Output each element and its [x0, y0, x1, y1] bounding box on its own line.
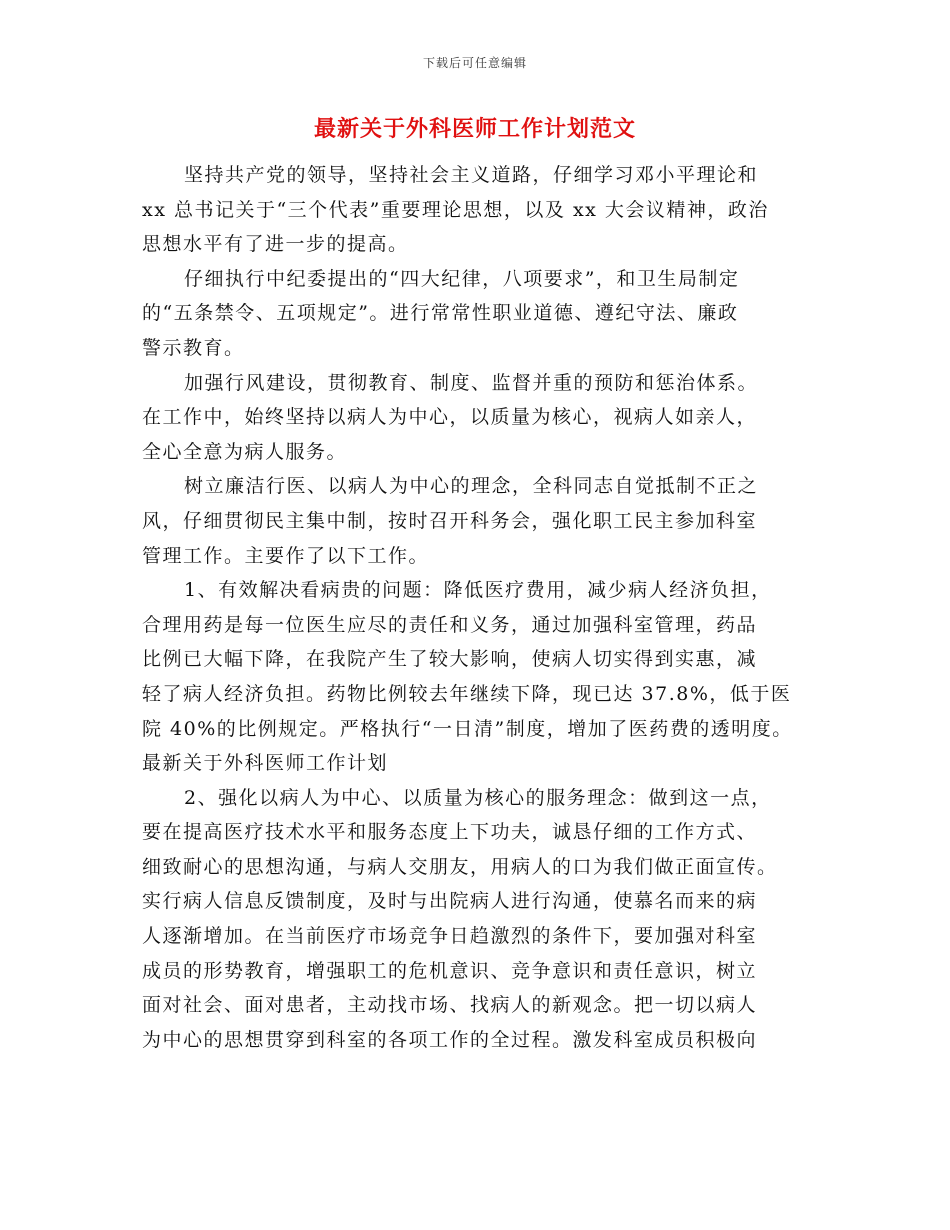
body-line: 2、强化以病人为中心、以质量为核心的服务理念：做到这一点， — [184, 786, 772, 809]
body-line: xx 总书记关于“三个代表”重要理论思想，以及 xx 大会议精神，政治 — [142, 198, 769, 221]
body-line: 为中心的思想贯穿到科室的各项工作的全过程。激发科室成员积极向 — [142, 1028, 758, 1051]
body-line: 树立廉洁行医、以病人为中心的理念，全科同志自觉抵制不正之 — [184, 475, 759, 498]
body-line: 仔细执行中纪委提出的“四大纪律，八项要求”，和卫生局制定 — [184, 267, 740, 290]
body-line: 警示教育。 — [142, 336, 245, 359]
body-line: 人逐渐增加。在当前医疗市场竞争日趋激烈的条件下，要加强对科室 — [142, 925, 758, 948]
body-line: 合理用药是每一位医生应尽的责任和义务，通过加强科室管理，药品 — [142, 613, 758, 636]
body-line: 轻了病人经济负担。药物比例较去年继续下降，现已达 37.8%，低于医 — [142, 682, 792, 705]
body-line: 思想水平有了进一步的提高。 — [142, 233, 409, 256]
document-title: 最新关于外科医师工作计划范文 — [313, 116, 636, 142]
body-line: 管理工作。主要作了以下工作。 — [142, 544, 430, 567]
body-line: 面对社会、面对患者，主动找市场、找病人的新观念。把一切以病人 — [142, 994, 758, 1017]
body-line: 院 40%的比例规定。严格执行“一日清”制度，增加了医药费的透明度。 — [142, 717, 793, 740]
body-line: 加强行风建设，贯彻教育、制度、监督并重的预防和惩治体系。 — [184, 371, 759, 394]
body-line: 最新关于外科医师工作计划 — [142, 752, 389, 775]
body-line: 全心全意为病人服务。 — [142, 440, 348, 463]
body-line: 要在提高医疗技术水平和服务态度上下功夫，诚恳仔细的工作方式、 — [142, 821, 758, 844]
body-line: 风，仔细贯彻民主集中制，按时召开科务会，强化职工民主参加科室 — [142, 509, 758, 532]
body-line: 实行病人信息反馈制度，及时与出院病人进行沟通，使慕名而来的病 — [142, 890, 758, 913]
body-line: 比例已大幅下降，在我院产生了较大影响，使病人切实得到实惠，减 — [142, 648, 758, 671]
document-body — [142, 158, 812, 1057]
body-line: 在工作中，始终坚持以病人为中心，以质量为核心，视病人如亲人， — [142, 406, 758, 429]
body-line: 坚持共产党的领导，坚持社会主义道路，仔细学习邓小平理论和 — [184, 164, 759, 186]
body-line: 成员的形势教育，增强职工的危机意识、竞争意识和责任意识，树立 — [142, 959, 758, 982]
body-line: 的“五条禁令、五项规定”。进行常常性职业道德、遵纪守法、廉政 — [142, 302, 739, 325]
body-line: 细致耐心的思想沟通，与病人交朋友，用病人的口为我们做正面宣传。 — [142, 855, 778, 878]
header-note: 下载后可任意编辑 — [422, 56, 527, 70]
body-line: 1、有效解决看病贵的问题：降低医疗费用，减少病人经济负担， — [184, 579, 772, 602]
